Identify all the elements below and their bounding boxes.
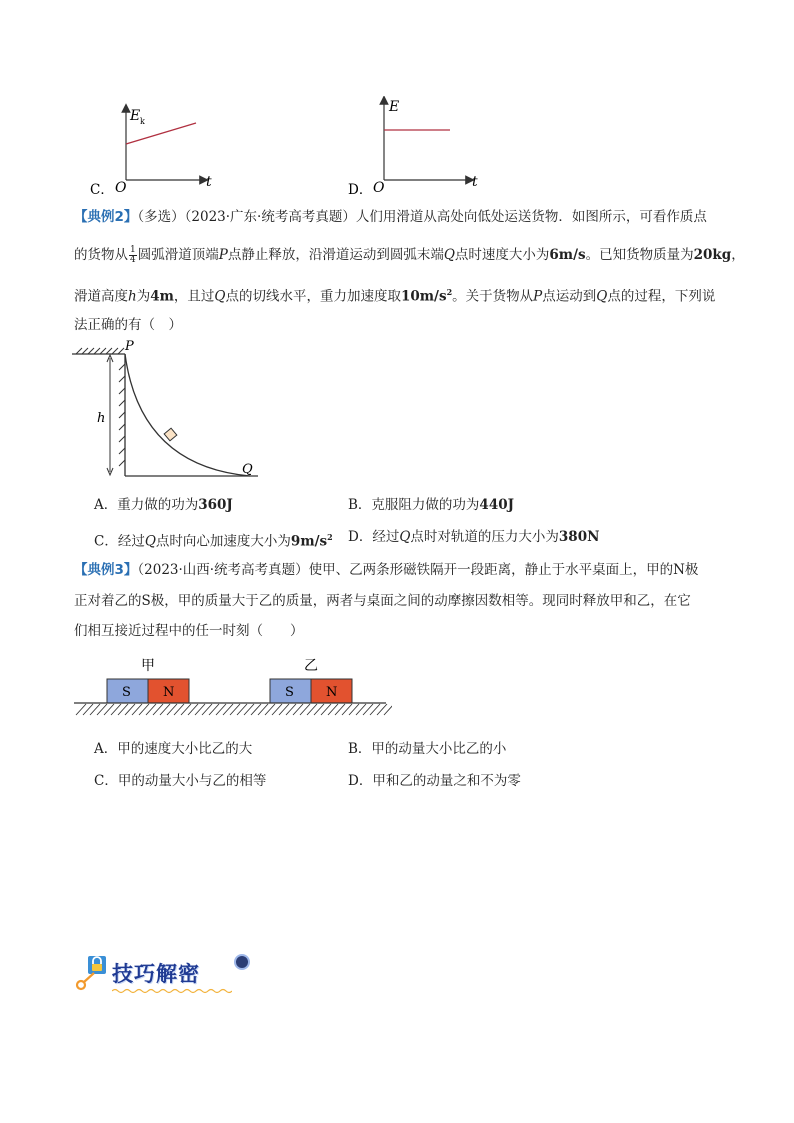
table-hatch xyxy=(76,704,392,715)
example2-l2-P: P xyxy=(218,247,228,263)
example2-line3 xyxy=(74,283,715,306)
graph-c-line xyxy=(126,123,196,144)
example3-l2: 正对着乙的S极，甲的质量大于乙的质量，两者与桌面之间的动摩擦因数相等。现同时释放甲和乙，在它 xyxy=(74,593,691,609)
example2-l3e: 。关于货物从 xyxy=(452,288,534,305)
magnet-yi-label: 乙 xyxy=(304,658,318,674)
example2-l3a: 滑道高度 xyxy=(74,288,128,305)
example2-line4 xyxy=(74,316,182,334)
example2-l3g: 点的过程，下列说 xyxy=(607,288,716,305)
lock-key-icon xyxy=(74,954,110,994)
magnet-jia-n-label: N xyxy=(163,685,175,700)
example2-l3-P: P xyxy=(533,288,543,305)
example3-tag: 【典例3】 xyxy=(74,562,138,578)
option-c-text1: C．经过 xyxy=(94,533,145,550)
graph-d-origin: O xyxy=(373,180,385,196)
example3-option-b[interactable] xyxy=(348,740,506,758)
example2-l1: （多选）（2023·广东·统考高考真题）人们用滑道从高处向低处运送货物．如图所示，可看作质点 xyxy=(137,209,707,225)
example2-l3-Q: Q xyxy=(214,288,226,305)
graph-c-origin: O xyxy=(115,180,127,196)
example2-option-b[interactable] xyxy=(348,496,514,514)
example2-mass: 20kg xyxy=(693,247,732,263)
point-p-label: P xyxy=(125,339,134,354)
option-c-Q: Q xyxy=(144,533,156,550)
example2-l2-Q: Q xyxy=(443,247,455,263)
option-d-Q: Q xyxy=(399,529,411,545)
graph-c-option-label: C． xyxy=(90,182,114,197)
graph-d xyxy=(346,96,486,196)
ex3-option-c-text: C．甲的动量大小与乙的相等 xyxy=(94,773,267,789)
graph-c xyxy=(88,102,228,197)
height-label: h xyxy=(97,411,106,426)
example2-l2a: 的货物从 xyxy=(74,247,128,263)
quarter-fraction xyxy=(129,246,137,265)
example2-l3-h: h xyxy=(128,288,137,305)
example2-l3d: 点的切线水平，重力加速度取 xyxy=(225,288,401,305)
example2-l2c: 点静止释放，沿滑道运动到圆弧末端 xyxy=(227,247,444,263)
ex3-option-d-text: D．甲和乙的动量之和不为零 xyxy=(348,773,521,789)
example2-height: 4m xyxy=(150,288,174,305)
example3-option-c[interactable] xyxy=(94,772,266,790)
option-d-text2: 点时对轨道的压力大小为 xyxy=(410,529,559,545)
fraction-denominator: 4 xyxy=(130,255,136,265)
example2-l2b: 圆弧滑道顶端 xyxy=(137,247,219,263)
option-a-text: A．重力做的功为 xyxy=(94,497,199,513)
example3-line2 xyxy=(74,592,691,610)
underline-wave xyxy=(112,988,232,994)
example3-l1: （2023·山西·统考高考真题）使甲、乙两条形磁铁隔开一段距离，静止于水平桌面上，甲的N极 xyxy=(137,562,699,578)
option-d-text1: D．经过 xyxy=(348,529,400,545)
example2-gravity-exp: 2 xyxy=(446,287,453,297)
ex3-option-a-text: A．甲的速度大小比乙的大 xyxy=(94,741,253,757)
option-d-value: 380N xyxy=(558,529,600,545)
example3-l3: 们相互接近过程中的任一时刻（ ） xyxy=(74,623,304,639)
example2-tag: 【典例2】 xyxy=(74,209,138,225)
graph-c-xlabel: t xyxy=(206,174,212,190)
example2-option-a[interactable] xyxy=(94,496,233,514)
magnet-jia-label: 甲 xyxy=(141,658,155,674)
option-b-value: 440J xyxy=(479,497,514,513)
graph-d-option-label: D． xyxy=(348,182,373,196)
slide-figure xyxy=(70,336,280,482)
example2-l3c: ，且过 xyxy=(173,288,215,305)
option-c-exp: 2 xyxy=(327,532,333,542)
magnet-figure xyxy=(72,654,392,720)
skills-section-header xyxy=(74,952,264,996)
example3-line3 xyxy=(74,622,304,640)
magnet-jia-s-label: S xyxy=(122,685,131,700)
example2-l2e: 。已知货物质量为 xyxy=(585,247,694,263)
example3-line1 xyxy=(74,561,698,579)
example2-l4: 法正确的有（ ） xyxy=(74,317,182,333)
example2-line2 xyxy=(74,246,745,265)
option-a-value: 360J xyxy=(198,497,233,513)
example2-speed: 6m/s xyxy=(549,247,586,263)
example2-l2f: ， xyxy=(731,247,745,263)
option-b-text: B．克服阻力做的功为 xyxy=(348,497,480,513)
example2-gravity: 10m/s xyxy=(400,288,447,305)
point-q-label: Q xyxy=(242,462,253,477)
wall-hatch xyxy=(119,364,125,466)
example3-option-a[interactable] xyxy=(94,740,252,758)
example2-l3-Q2: Q xyxy=(596,288,608,305)
example2-l2d: 点时速度大小为 xyxy=(454,247,550,263)
fraction-numerator: 1 xyxy=(130,245,136,255)
example2-option-c[interactable] xyxy=(94,528,333,551)
section-title: 技巧解密 xyxy=(112,962,200,986)
ex3-option-b-text: B．甲的动量大小比乙的小 xyxy=(348,741,507,757)
cargo-block xyxy=(164,428,177,441)
example2-l3f: 点运动到 xyxy=(542,288,597,305)
example2-l3b: 为 xyxy=(136,288,151,305)
option-c-text2: 点时向心加速度大小为 xyxy=(155,533,291,550)
example2-option-d[interactable] xyxy=(348,528,599,546)
graph-c-ylabel-sub: k xyxy=(140,117,145,126)
magnet-yi-n-label: N xyxy=(326,685,338,700)
example3-option-d[interactable] xyxy=(348,772,521,790)
ceiling-hatch xyxy=(76,348,124,354)
graph-c-ylabel: E xyxy=(130,108,141,124)
graph-d-ylabel: E xyxy=(389,99,400,115)
slide-arc xyxy=(125,354,250,476)
example2-line1 xyxy=(74,208,707,226)
graph-d-xlabel: t xyxy=(472,174,478,190)
option-c-value: 9m/s xyxy=(290,533,328,550)
magnet-yi-s-label: S xyxy=(285,685,294,700)
section-badge-icon xyxy=(234,954,250,970)
